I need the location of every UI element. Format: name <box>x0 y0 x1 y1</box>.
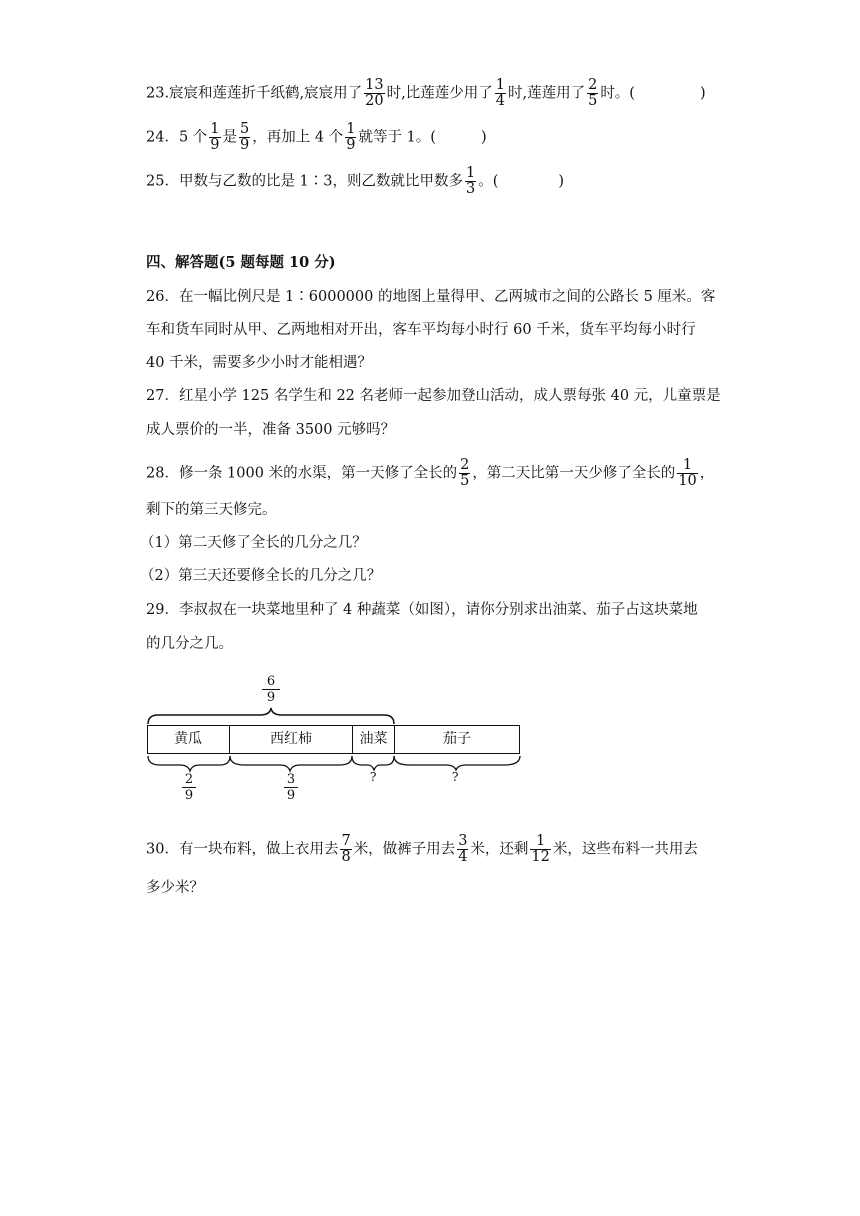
fraction-denominator: 8 <box>341 849 351 865</box>
fraction <box>530 834 550 865</box>
question-30 <box>146 834 698 865</box>
fraction-denominator: 3 <box>466 181 476 197</box>
fraction-denominator: 9 <box>346 137 356 153</box>
segment-cucumber: 黄瓜 <box>147 725 230 754</box>
question-28 <box>146 458 714 489</box>
fraction-numerator: 1 <box>495 77 505 93</box>
segment-eggplant: 茄子 <box>443 731 471 747</box>
fraction <box>587 78 598 109</box>
q28-line-2: 剩下的第三天修完。 <box>146 502 277 518</box>
segment-rape: 油菜 <box>353 725 395 754</box>
fraction-numerator: 2 <box>182 772 196 788</box>
fraction <box>459 458 470 489</box>
fraction <box>209 122 220 153</box>
q30-text-4: 米，这些布料一共用去 <box>552 841 698 858</box>
fraction <box>345 122 356 153</box>
cucumber-fraction <box>182 772 196 803</box>
fraction-denominator: 9 <box>210 137 220 153</box>
fraction <box>465 166 476 197</box>
fraction-denominator: 4 <box>495 93 505 109</box>
question-23 <box>146 78 706 109</box>
fraction-numerator: 2 <box>460 457 470 473</box>
fraction-denominator: 5 <box>460 473 470 489</box>
q30-text-1: 30．有一块布料，做上衣用去 <box>146 841 339 858</box>
fraction-numerator: 1 <box>346 121 356 137</box>
q28-text-1: 28．修一条 1000 米的水渠，第一天修了全长的 <box>146 465 458 482</box>
tomato-fraction <box>284 772 298 803</box>
vegetable-plot-diagram <box>140 670 530 810</box>
q23-text-2: 时,比莲莲少用了 <box>386 85 493 102</box>
segment-tomato: 西红柿 <box>230 725 353 754</box>
q30-line-2: 多少米？ <box>146 880 204 896</box>
fraction-numerator: 7 <box>341 833 351 849</box>
q29-line-2: 的几分之几。 <box>146 636 233 652</box>
fraction-denominator: 4 <box>458 849 468 865</box>
fraction-denominator: 9 <box>266 690 276 705</box>
q28-sub-1: （1）第二天修了全长的几分之几？ <box>140 535 367 551</box>
q23-text-4: 时。( <box>600 85 635 102</box>
q30-text-3: 米，还剩 <box>470 841 529 858</box>
q28-sub-2: （2）第三天还要修全长的几分之几？ <box>140 568 382 584</box>
q29-line-1: 29．李叔叔在一块菜地里种了 4 种蔬菜（如图），请你分别求出油菜、茄子占这块菜地 <box>146 602 698 618</box>
fraction <box>364 78 384 109</box>
q27-line-2: 成人票价的一半，准备 3500 元够吗？ <box>146 422 396 438</box>
q26-line-3: 40 千米，需要多少小时才能相遇？ <box>146 355 373 371</box>
question-25 <box>146 166 564 197</box>
q30-text-2: 米，做裤子用去 <box>353 841 456 858</box>
fraction-numerator: 5 <box>240 121 250 137</box>
q25-text-3: ) <box>558 173 565 190</box>
fraction-numerator: 1 <box>530 834 550 850</box>
q27-line-1: 27．红星小学 125 名学生和 22 名老师一起参加登山活动，成人票每张 40 元，儿童票是 <box>146 388 721 404</box>
fraction-denominator: 9 <box>184 788 194 803</box>
q24-text-5: ) <box>480 129 487 146</box>
q25-text-1: 25．甲数与乙数的比是 1∶3，则乙数就比甲数多 <box>146 173 464 190</box>
fraction-numerator: 1 <box>210 121 220 137</box>
fraction-denominator: 12 <box>531 849 550 865</box>
q23-text-1: 23.宸宸和莲莲折千纸鹤,宸宸用了 <box>146 85 363 102</box>
fraction-numerator: 13 <box>365 77 384 93</box>
q28-text-2: ，第二天比第一天少修了全长的 <box>472 465 676 482</box>
eggplant-unknown: ? <box>452 770 459 784</box>
q23-text-5: ) <box>699 85 706 102</box>
fraction-denominator: 5 <box>588 93 598 109</box>
fraction-numerator: 2 <box>588 77 598 93</box>
section-heading: 四、解答题(5 题每题 10 分) <box>146 254 336 271</box>
question-24 <box>146 122 487 153</box>
fraction <box>495 78 506 109</box>
fraction-denominator: 20 <box>365 93 384 109</box>
fraction-denominator: 10 <box>678 473 697 489</box>
q26-line-2: 车和货车同时从甲、乙两地相对开出，客车平均每小时行 60 千米，货车平均每小时行 <box>146 322 696 338</box>
fraction <box>239 122 250 153</box>
rape-unknown: ? <box>370 770 377 784</box>
fraction <box>457 834 468 865</box>
q25-text-2: 。( <box>478 173 499 190</box>
fraction-numerator: 1 <box>677 458 697 474</box>
fraction-numerator: 3 <box>284 772 298 788</box>
fraction-denominator: 9 <box>286 788 296 803</box>
q26-line-1: 26．在一幅比例尺是 1∶6000000 的地图上量得甲、乙两城市之间的公路长 5 厘米。客 <box>146 289 716 305</box>
q24-text-2: 是 <box>222 129 238 146</box>
q24-text-4: 就等于 1。( <box>358 129 436 146</box>
fraction-numerator: 6 <box>262 674 280 690</box>
fraction-numerator: 3 <box>458 833 468 849</box>
fraction-numerator: 1 <box>466 165 476 181</box>
fraction <box>340 834 351 865</box>
fraction-denominator: 9 <box>240 137 250 153</box>
q24-text-1: 24．5 个 <box>146 129 208 146</box>
q23-text-3: 时,莲莲用了 <box>507 85 586 102</box>
q24-text-3: ，再加上 4 个 <box>252 129 344 146</box>
fraction <box>677 458 697 489</box>
q28-text-3: ， <box>699 465 715 482</box>
